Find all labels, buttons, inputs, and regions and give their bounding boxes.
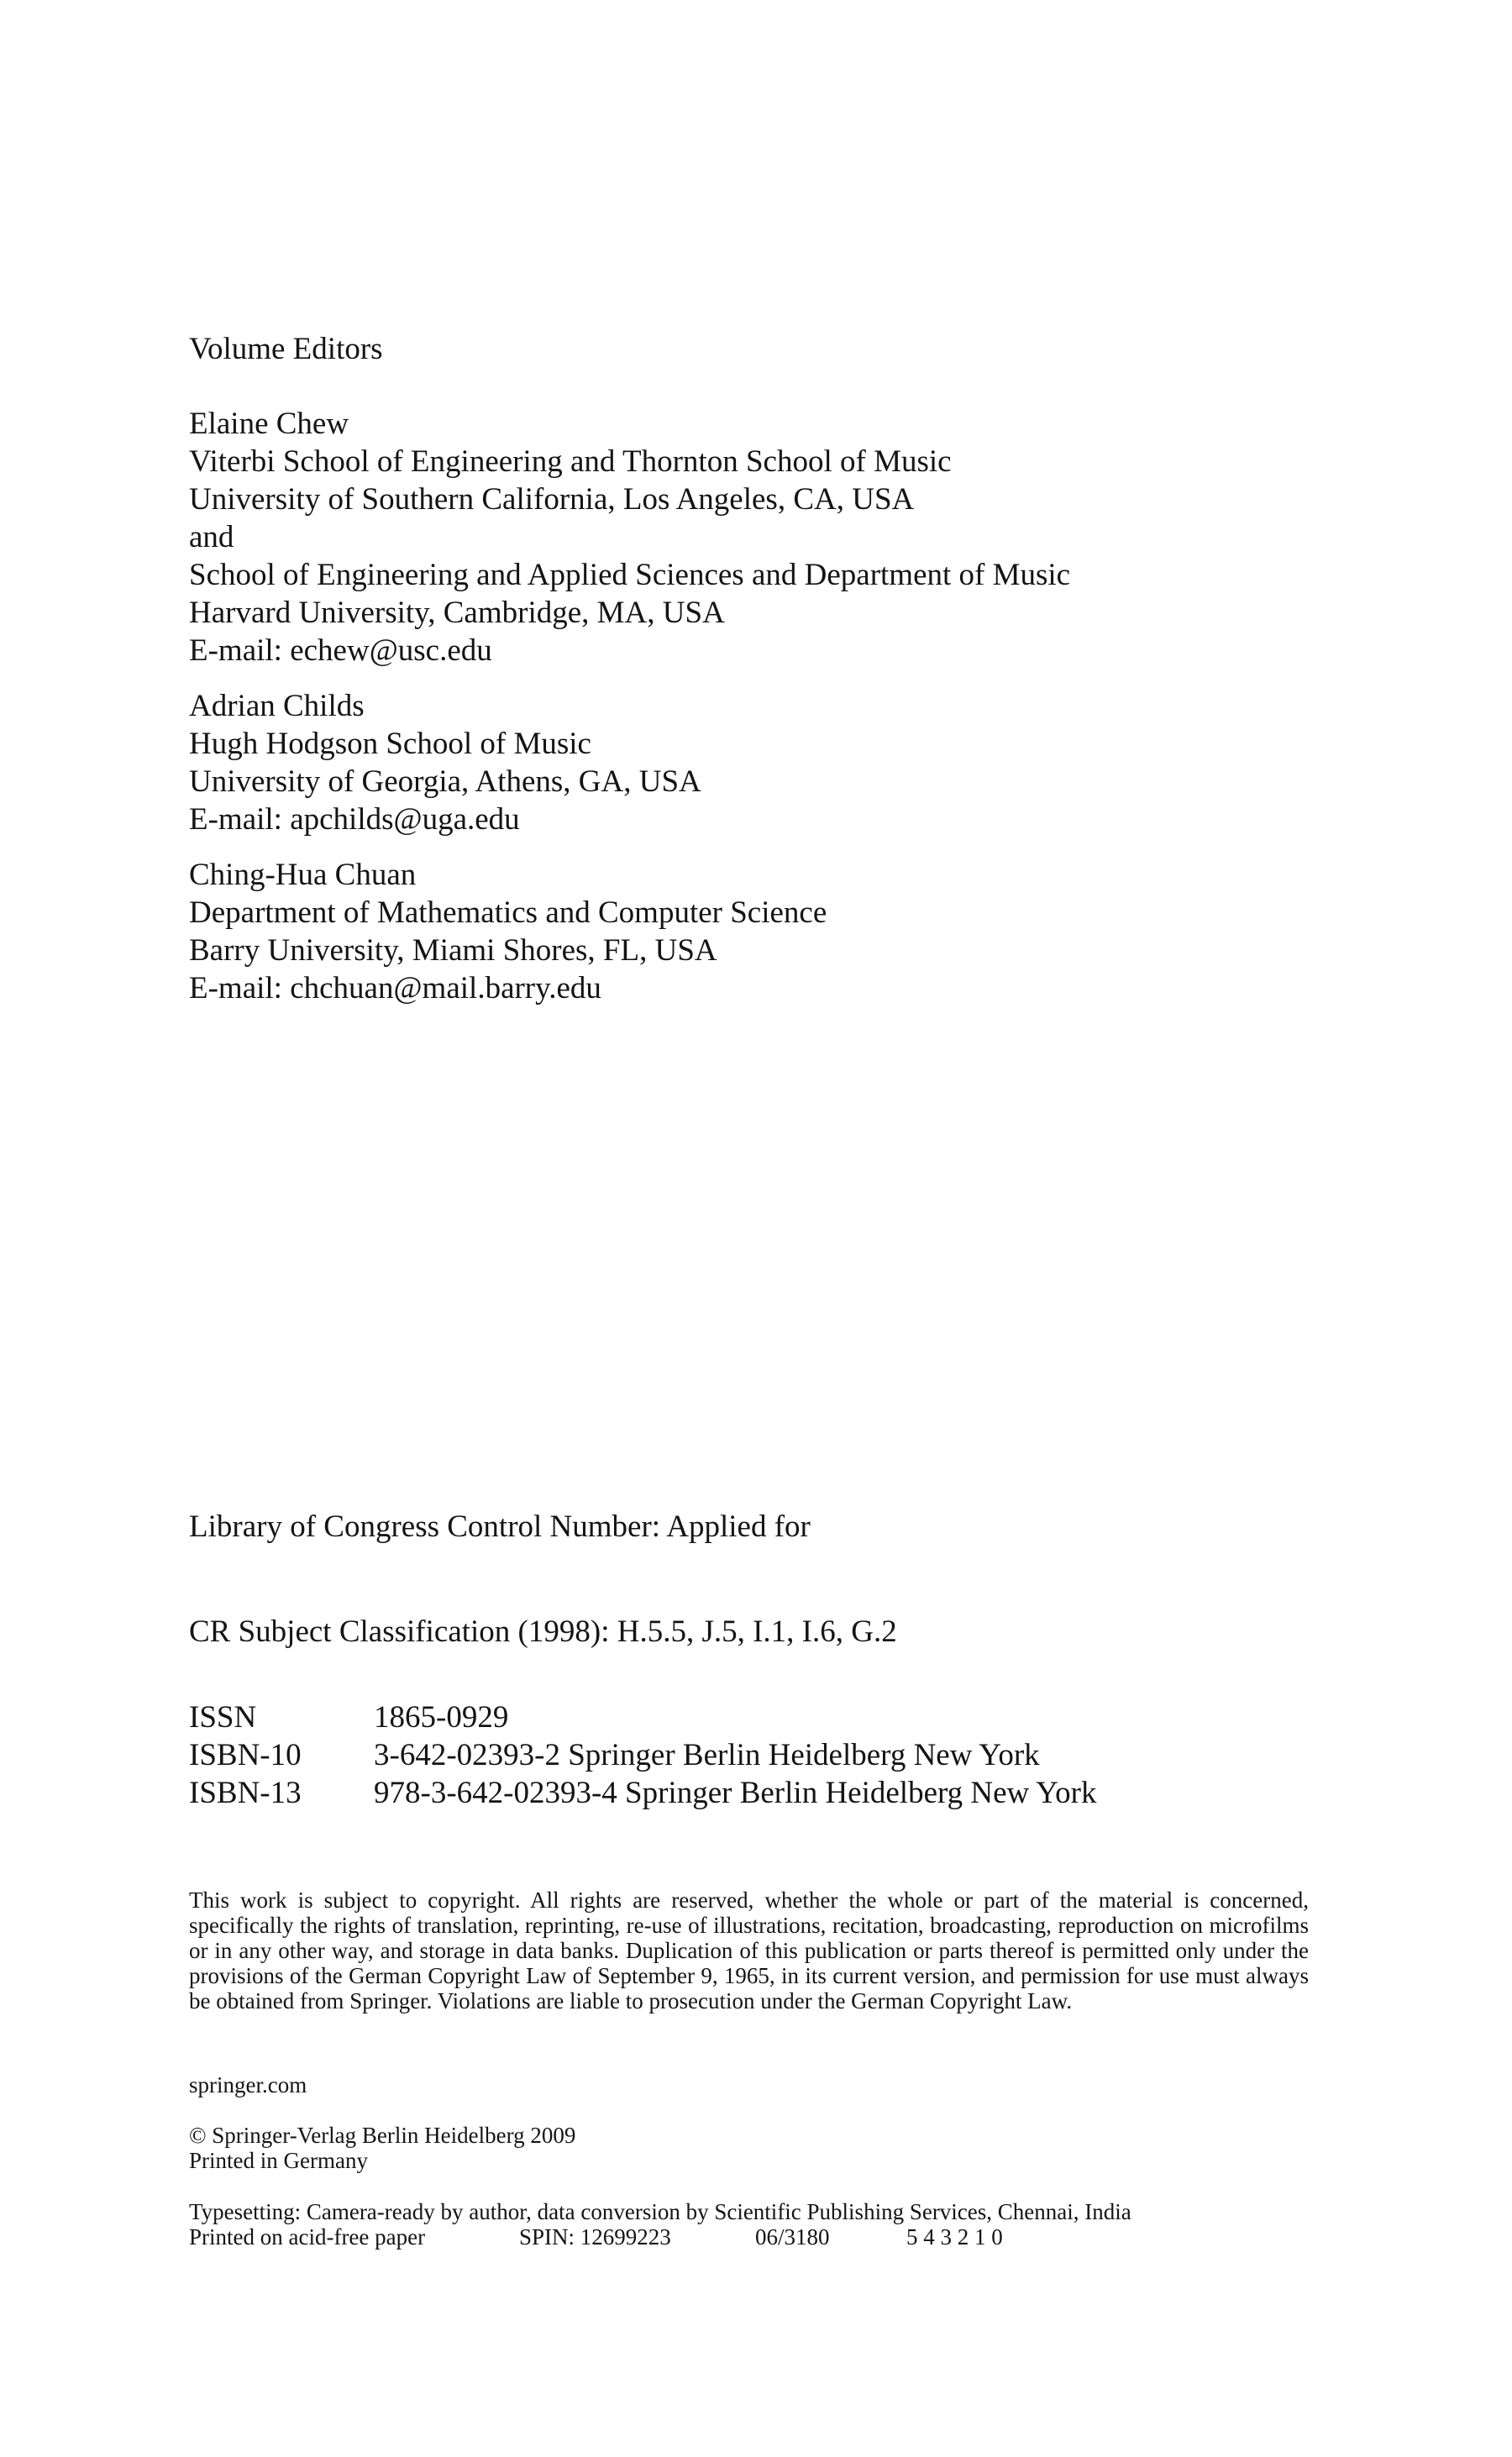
editor-affiliation-line: and bbox=[189, 520, 234, 554]
editor-name: Ching-Hua Chuan bbox=[189, 858, 417, 892]
identifier-value: 978-3-642-02393-4 Springer Berlin Heidelberg New York bbox=[374, 1776, 1097, 1810]
production-code: 06/3180 bbox=[755, 2224, 830, 2250]
editor-email: E-mail: chchuan@mail.barry.edu bbox=[189, 971, 601, 1005]
editor-affiliation-line: School of Engineering and Applied Sciences and Department of Music bbox=[189, 558, 1071, 592]
editor-affiliation-line: Hugh Hodgson School of Music bbox=[189, 727, 591, 761]
print-sequence: 5 4 3 2 1 0 bbox=[906, 2224, 1003, 2250]
printed-in-line: Printed in Germany bbox=[189, 2148, 368, 2173]
editor-name: Elaine Chew bbox=[189, 407, 349, 441]
editor-affiliation-line: Department of Mathematics and Computer Science bbox=[189, 895, 827, 930]
identifier-label: ISSN bbox=[189, 1700, 257, 1735]
volume-editors-heading: Volume Editors bbox=[189, 332, 383, 366]
loc-control-number: Library of Congress Control Number: Applied for bbox=[189, 1509, 811, 1544]
copyright-line: © Springer-Verlag Berlin Heidelberg 2009 bbox=[189, 2123, 576, 2148]
editor-block bbox=[189, 856, 1365, 1007]
editor-block bbox=[189, 405, 1365, 669]
identifier-row bbox=[189, 1736, 1365, 1774]
copyright-notice: This work is subject to copyright. All rights are reserved, whether the whole or part of the material is concerned, specifically the rights of translation, reprinting, re-use of illustrations, recitation, broadcasting, reproduction on microfilms or in any other way, and storage in data banks. Duplication of this publication or parts thereof is permitted only under the provisions of the German Copyright Law of September 9, 1965, in its current version, and permission for use must always be obtained from Springer. Violations are liable to prosecution under the German Copyright Law. bbox=[189, 1887, 1309, 2013]
identifier-value: 3-642-02393-2 Springer Berlin Heidelberg New York bbox=[374, 1738, 1040, 1772]
editor-email: E-mail: apchilds@uga.edu bbox=[189, 802, 520, 837]
editor-name: Adrian Childs bbox=[189, 689, 365, 723]
editor-affiliation-line: Viterbi School of Engineering and Thornton School of Music bbox=[189, 444, 952, 479]
identifier-label: ISBN-13 bbox=[189, 1776, 302, 1810]
editor-email: E-mail: echew@usc.edu bbox=[189, 633, 492, 668]
cr-subject-classification: CR Subject Classification (1998): H.5.5, J.5, I.1, I.6, G.2 bbox=[189, 1614, 897, 1649]
production-line bbox=[189, 2224, 1365, 2250]
editor-block bbox=[189, 687, 1365, 838]
identifier-value: 1865-0929 bbox=[374, 1700, 509, 1735]
identifier-label: ISBN-10 bbox=[189, 1738, 302, 1772]
typesetting-line: Typesetting: Camera-ready by author, data conversion by Scientific Publishing Services, Chennai, India bbox=[189, 2199, 1131, 2224]
paper-note: Printed on acid-free paper bbox=[189, 2224, 426, 2250]
editor-affiliation-line: University of Southern California, Los Angeles, CA, USA bbox=[189, 482, 915, 517]
identifier-row bbox=[189, 1698, 1365, 1736]
identifier-list bbox=[189, 1698, 1365, 1812]
editor-affiliation-line: Barry University, Miami Shores, FL, USA bbox=[189, 933, 717, 968]
editor-affiliation-line: Harvard University, Cambridge, MA, USA bbox=[189, 596, 725, 630]
spin-number: SPIN: 12699223 bbox=[519, 2224, 671, 2250]
identifier-row bbox=[189, 1774, 1365, 1812]
publisher-website: springer.com bbox=[189, 2072, 307, 2097]
editor-affiliation-line: University of Georgia, Athens, GA, USA bbox=[189, 764, 701, 799]
